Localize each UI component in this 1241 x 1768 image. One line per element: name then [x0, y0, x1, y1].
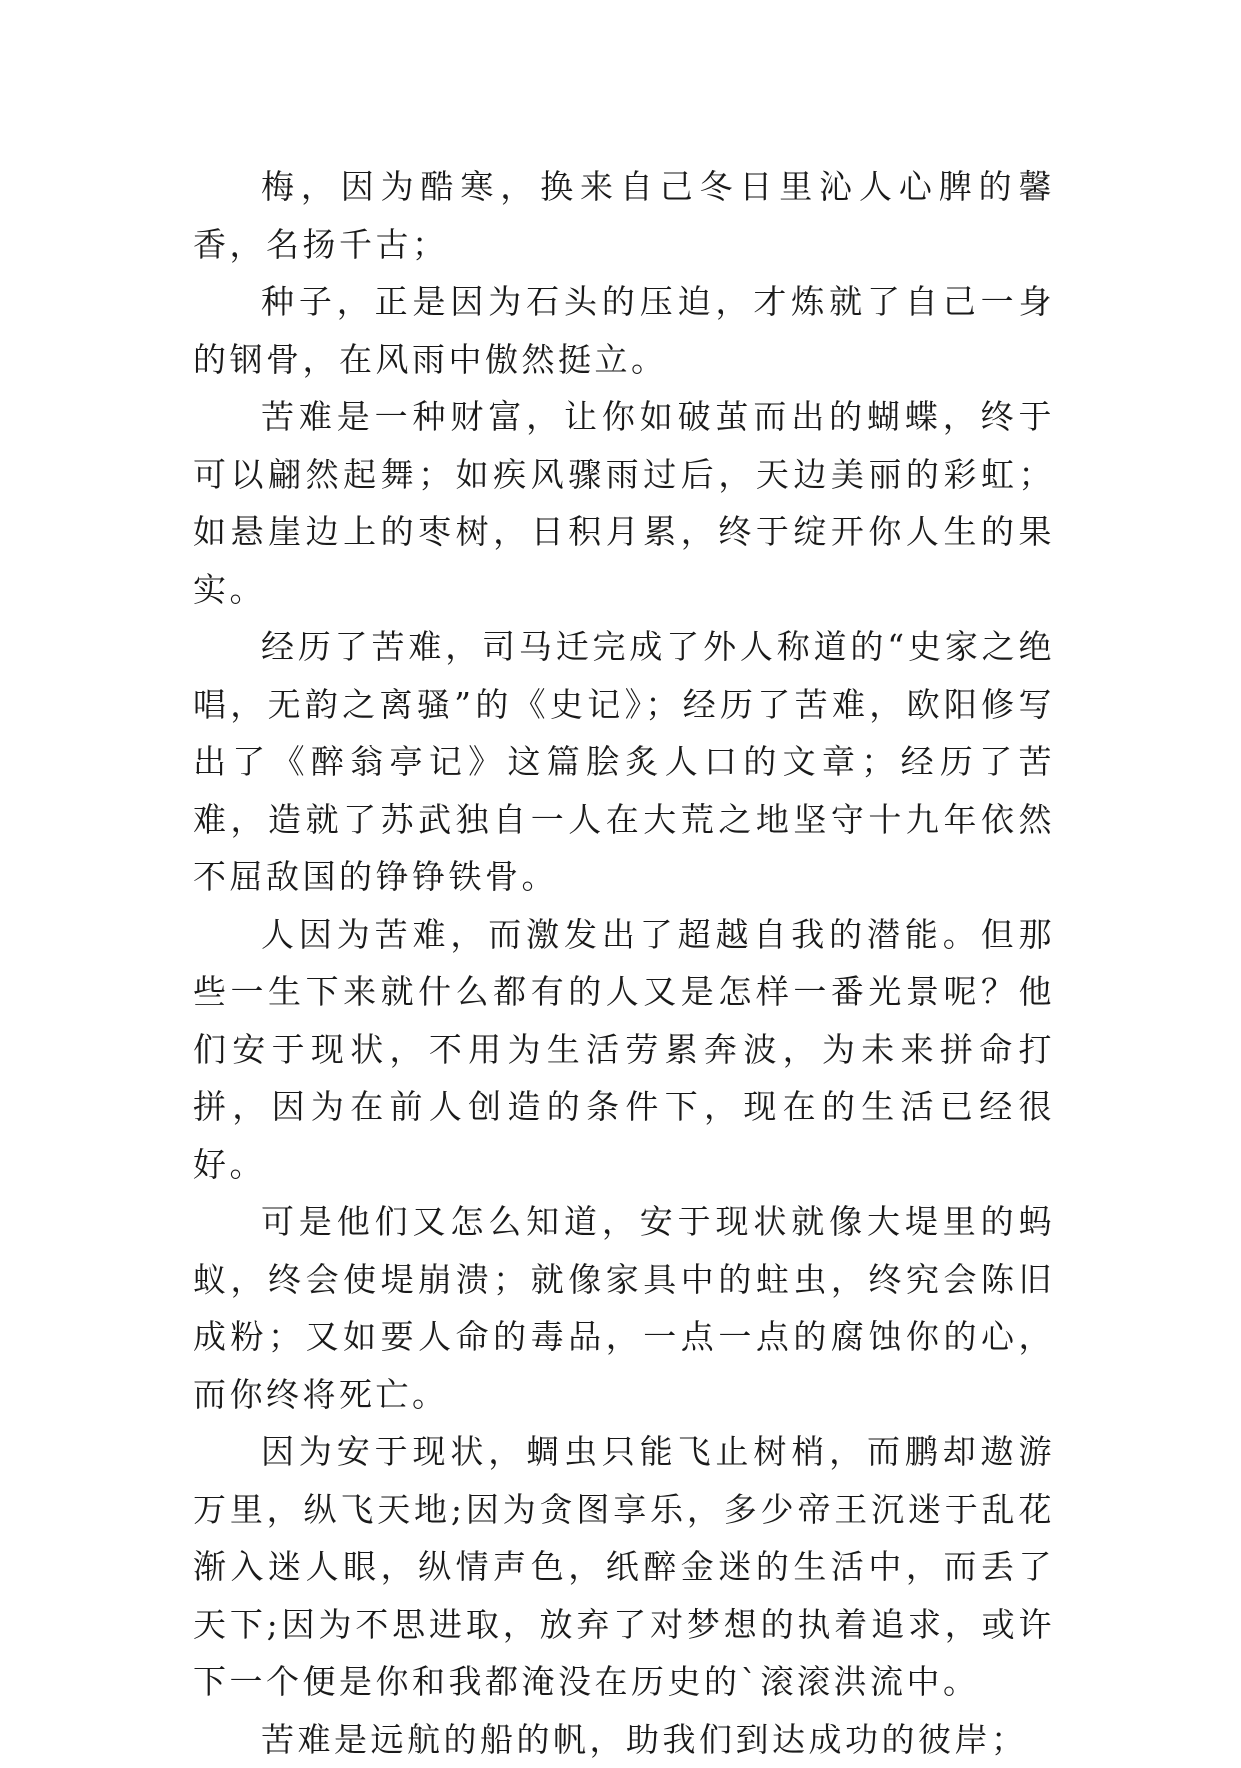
paragraph-6: 可是他们又怎么知道，安于现状就像大堤里的蚂蚁，终会使堤崩溃；就像家具中的蛀虫，终究会陈旧成粉；又如要人命的毒品，一点一点的腐蚀你的心，而你终将死亡。 [193, 1193, 1055, 1423]
paragraph-3: 苦难是一种财富，让你如破茧而出的蝴蝶，终于可以翩然起舞；如疾风骤雨过后，天边美丽的彩虹；如悬崖边上的枣树，日积月累，终于绽开你人生的果实。 [193, 388, 1055, 618]
essay-body [193, 158, 1055, 1768]
paragraph-4: 经历了苦难，司马迁完成了外人称道的“史家之绝唱，无韵之离骚”的《史记》；经历了苦难，欧阳修写出了《醉翁亭记》这篇脍炙人口的文章；经历了苦难，造就了苏武独自一人在大荒之地坚守十九年依然不屈敌国的铮铮铁骨。 [193, 618, 1055, 906]
paragraph-5: 人因为苦难，而激发出了超越自我的潜能。但那些一生下来就什么都有的人又是怎样一番光景呢？他们安于现状，不用为生活劳累奔波，为未来拼命打拼，因为在前人创造的条件下，现在的生活已经很好。 [193, 906, 1055, 1194]
paragraph-1: 梅，因为酷寒，换来自己冬日里沁人心脾的馨香，名扬千古； [193, 158, 1055, 273]
paragraph-8: 苦难是远航的船的帆，助我们到达成功的彼岸； [193, 1711, 1055, 1768]
paragraph-2: 种子，正是因为石头的压迫，才炼就了自己一身的钢骨，在风雨中傲然挺立。 [193, 273, 1055, 388]
paragraph-7: 因为安于现状，蜩虫只能飞止树梢，而鹏却遨游万里，纵飞天地;因为贪图享乐，多少帝王沉迷于乱花渐入迷人眼，纵情声色，纸醉金迷的生活中，而丢了天下;因为不思进取，放弃了对梦想的执着追求，或许下一个便是你和我都淹没在历史的`滚滚洪流中。 [193, 1423, 1055, 1711]
